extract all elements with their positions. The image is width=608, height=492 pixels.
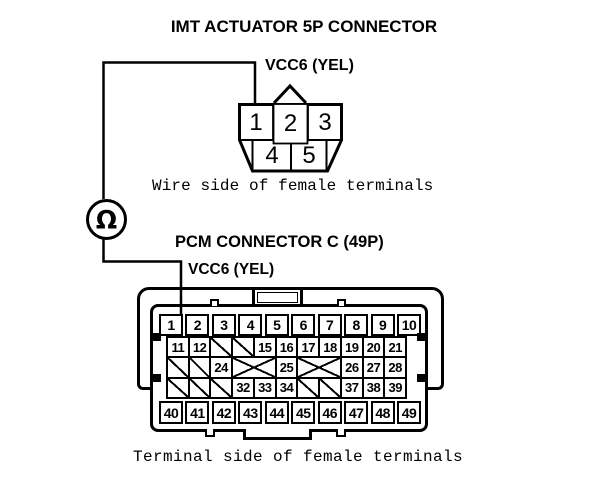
imt-terminal-3: 3 xyxy=(318,109,332,136)
connector-key-peak xyxy=(274,86,306,103)
ohmmeter-symbol xyxy=(86,199,127,240)
pcm-blocked-cell xyxy=(211,379,233,397)
pcm-terminal-32: 32 xyxy=(233,379,255,397)
pcm-terminal-row-3 xyxy=(168,358,405,378)
pcm-blocked-cell-wide xyxy=(233,358,277,376)
pcm-terminal-43: 43 xyxy=(238,401,262,424)
imt-wire-label: VCC6 (YEL) xyxy=(265,57,354,74)
pcm-lock-right-upper xyxy=(417,333,425,341)
pcm-guide-tab-top-left xyxy=(210,299,219,306)
pcm-blocked-cell xyxy=(190,358,212,376)
pcm-terminal-7: 7 xyxy=(318,314,342,336)
pcm-wire-label: VCC6 (YEL) xyxy=(188,261,275,278)
ohm-glyph: Ω xyxy=(95,205,118,234)
pcm-terminal-18: 18 xyxy=(320,338,342,356)
pcm-lock-left-upper xyxy=(153,333,161,341)
pcm-caption: Terminal side of female terminals xyxy=(133,448,464,466)
pcm-blocked-cell xyxy=(298,379,320,397)
pcm-blocked-cell xyxy=(168,379,190,397)
pcm-terminal-25: 25 xyxy=(277,358,299,376)
pcm-terminal-19: 19 xyxy=(342,338,364,356)
pcm-terminal-28: 28 xyxy=(388,359,402,375)
pcm-terminal-row-4 xyxy=(168,379,405,397)
pcm-terminal-16: 16 xyxy=(277,338,299,356)
pcm-terminal-10: 10 xyxy=(397,314,421,336)
pcm-terminal-42: 42 xyxy=(212,401,236,424)
imt-caption: Wire side of female terminals xyxy=(152,177,434,195)
pcm-terminal-grid xyxy=(166,336,407,399)
pcm-terminal-row-2 xyxy=(168,338,405,358)
pcm-terminal-12: 12 xyxy=(190,338,212,356)
pcm-terminal-48: 48 xyxy=(371,401,395,424)
pcm-terminal-47: 47 xyxy=(344,401,368,424)
pcm-terminal-33: 33 xyxy=(255,379,277,397)
pcm-terminal-46: 46 xyxy=(318,401,342,424)
imt-connector-title: IMT ACTUATOR 5P CONNECTOR xyxy=(170,17,438,36)
pcm-blocked-cell xyxy=(211,338,233,356)
pcm-terminal-38: 38 xyxy=(364,379,386,397)
pcm-guide-tab-bottom-right xyxy=(336,429,346,437)
pcm-terminal-34: 34 xyxy=(277,379,299,397)
pcm-blocked-cell-wide xyxy=(298,358,342,376)
pcm-terminal-45: 45 xyxy=(291,401,315,424)
pcm-terminal-row-1 xyxy=(159,314,421,336)
pcm-terminal-26: 26 xyxy=(342,358,364,376)
pcm-terminal-17: 17 xyxy=(298,338,320,356)
pcm-terminal-4: 4 xyxy=(238,314,262,336)
pcm-blocked-cell xyxy=(320,379,342,397)
pcm-terminal-8: 8 xyxy=(344,314,368,336)
pcm-terminal-40: 40 xyxy=(159,401,183,424)
pcm-terminal-1: 1 xyxy=(159,314,183,336)
pcm-blocked-cell xyxy=(168,358,190,376)
pcm-terminal-3: 3 xyxy=(212,314,236,336)
pcm-terminal-21: 21 xyxy=(388,339,402,355)
pcm-terminal-9: 9 xyxy=(371,314,395,336)
pcm-terminal-11: 11 xyxy=(168,338,190,356)
pcm-terminal-41: 41 xyxy=(185,401,209,424)
imt-terminal-2: 2 xyxy=(283,110,298,137)
imt-terminal-5: 5 xyxy=(302,142,316,169)
pcm-guide-tab-top-right xyxy=(337,299,346,306)
pcm-terminal-6: 6 xyxy=(291,314,315,336)
pcm-terminal-20: 20 xyxy=(364,338,386,356)
pcm-bottom-tray xyxy=(243,429,312,440)
pcm-guide-tab-bottom-left xyxy=(205,429,215,437)
pcm-terminal-49: 49 xyxy=(397,401,421,424)
pcm-lock-left-lower xyxy=(153,374,161,382)
pcm-terminal-row-5 xyxy=(159,401,421,424)
pcm-terminal-39: 39 xyxy=(388,380,402,396)
pcm-lock-right-lower xyxy=(417,374,425,382)
pcm-top-latch-inner xyxy=(257,292,298,303)
pcm-terminal-15: 15 xyxy=(255,338,277,356)
imt-terminal-1: 1 xyxy=(249,109,263,136)
pcm-terminal-44: 44 xyxy=(265,401,289,424)
imt-terminal-4: 4 xyxy=(265,142,279,169)
pcm-blocked-cell xyxy=(190,379,212,397)
pcm-terminal-37: 37 xyxy=(342,379,364,397)
pcm-blocked-cell xyxy=(233,338,255,356)
pcm-terminal-24: 24 xyxy=(211,358,233,376)
pcm-terminal-2: 2 xyxy=(185,314,209,336)
pcm-terminal-5: 5 xyxy=(265,314,289,336)
pcm-connector-title: PCM CONNECTOR C (49P) xyxy=(175,233,384,251)
pcm-terminal-27: 27 xyxy=(364,358,386,376)
